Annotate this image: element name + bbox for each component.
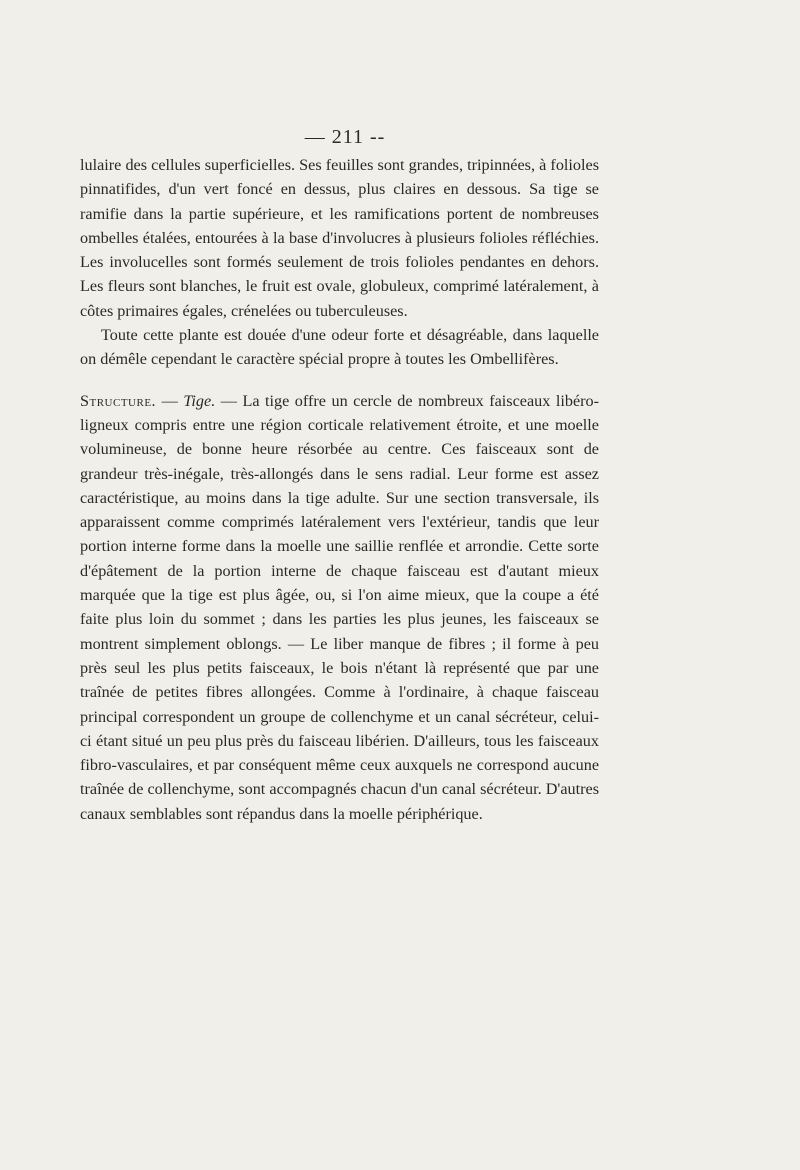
body-text — [80, 153, 599, 826]
subsection-label-tige: Tige. — [183, 391, 216, 410]
page-number: — 211 -- — [304, 126, 386, 148]
structure-body-text: La tige offre un cercle de nombreux faisceaux libéro-ligneux compris entre une région corticale relativement étroite, et une moelle volumineuse, de bonne heure résorbée au centre. Ces faisceaux sont de grandeur très-inégale, très-allongés dans le sens radial. Leur forme est assez caractéristique, au moins dans la tige adulte. Sur une section transversale, ils apparaissent comme comprimés latéralement vers l'extérieur, tandis que leur portion interne forme dans la moelle une saillie renflée et arrondie. Cette sorte d'épâtement de la portion interne de chaque faisceau est d'autant mieux marquée que la tige est plus âgée, ou, si l'on aime mieux, que la coupe a été faite plus loin du sommet ; dans les parties les plus jeunes, les faisceaux se montrent simplement oblongs. — Le liber manque de fibres ; il forme à peu près seul les plus petits faisceaux, le bois n'étant là représenté que par une traînée de petites fibres allongées. Comme à l'ordinaire, à chaque faisceau principal correspondent un groupe de collenchyme et un canal sécréteur, celui-ci étant situé un peu plus près du faisceau libérien. D'ailleurs, tous les faisceaux fibro-vasculaires, et par conséquent même ceux auxquels ne correspond aucune traînée de collenchyme, sont accompagnés chacun d'un canal sécréteur. D'autres canaux semblables sont répandus dans la moelle périphérique. — [80, 391, 599, 823]
paragraph-structure — [80, 389, 599, 826]
paragraph-odor: Toute cette plante est douée d'une odeur forte et désagréable, dans laquelle on démêle cependant le caractère spécial propre à toutes les Ombellifères. — [80, 326, 599, 369]
section-label-structure: Structure. — [80, 391, 157, 410]
dash-separator: — — [156, 391, 184, 410]
paragraph-description: lulaire des cellules superficielles. Ses feuilles sont grandes, tripinnées, à folioles pinnatifides, d'un vert foncé en dessus, plus claires en dessous. Sa tige se ramifie dans la partie supérieure, et les ramifications portent de nombreuses ombelles étalées, entourées à la base d'involucres à plusieurs folioles réfléchies. Les involucelles sont formés seulement de trois folioles pendantes en dehors. Les fleurs sont blanches, le fruit est ovale, globuleux, comprimé latéralement, à côtes primaires égales, crénelées ou tuberculeuses. — [80, 156, 599, 320]
dash-separator: — — [215, 391, 243, 410]
